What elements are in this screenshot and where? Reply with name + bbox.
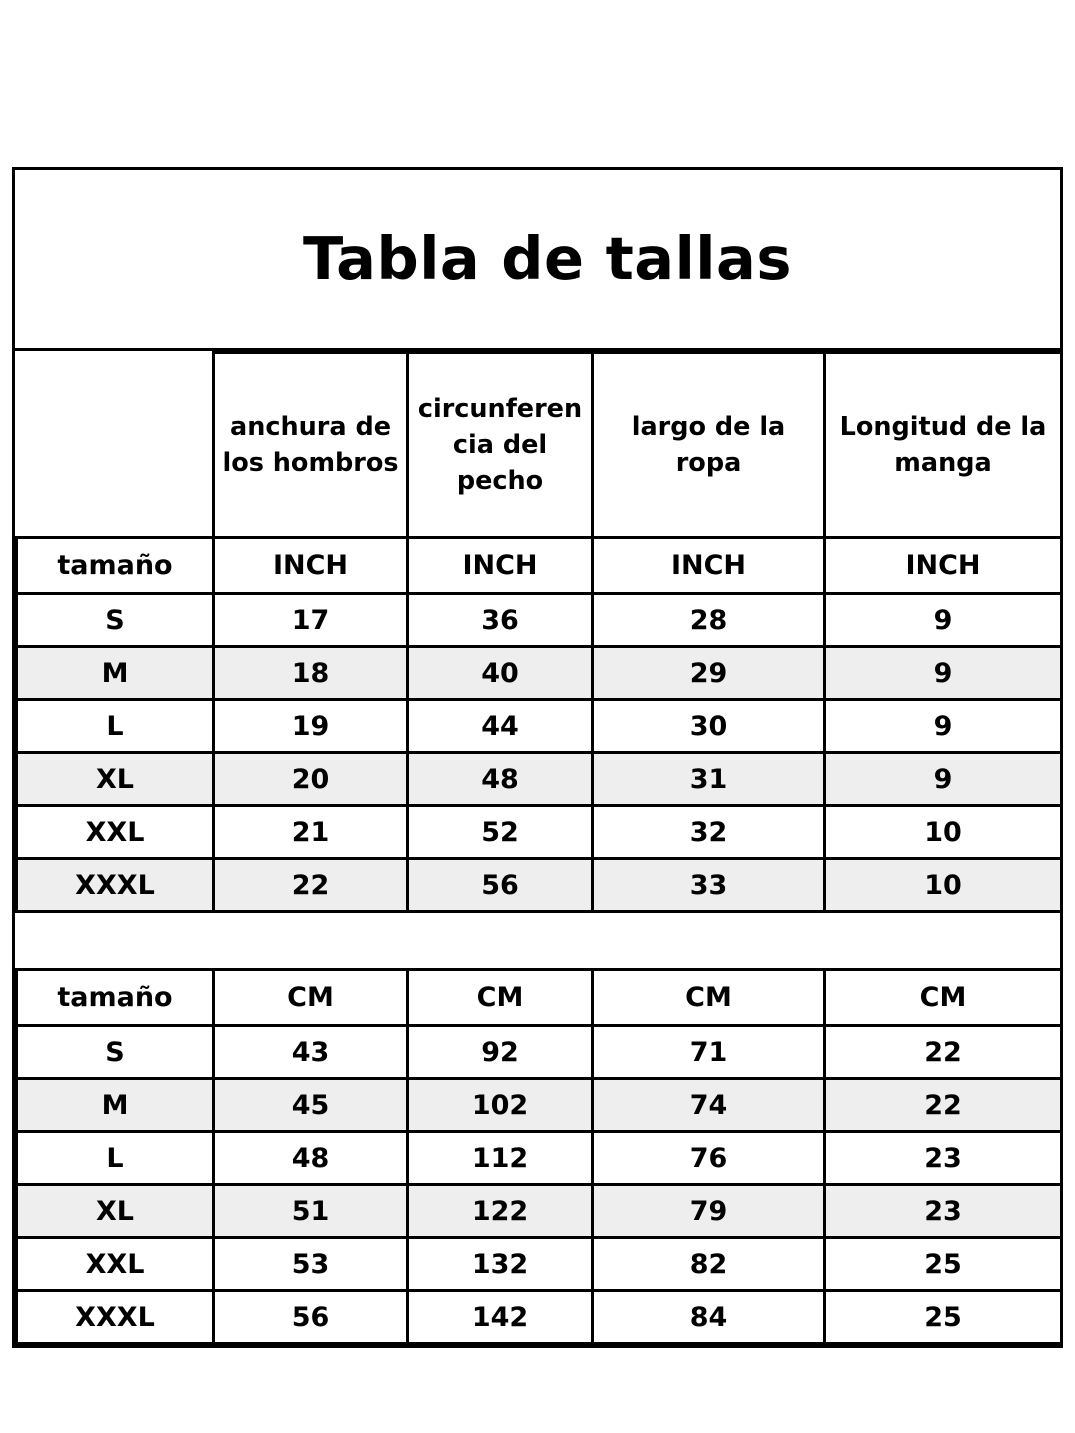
cell-length: 79 (593, 1185, 825, 1238)
cell-length: 32 (593, 806, 825, 859)
cell-chest: 48 (408, 753, 593, 806)
unit-inch-sleeve: INCH (825, 538, 1062, 594)
cell-chest: 132 (408, 1238, 593, 1291)
cell-sleeve: 10 (825, 859, 1062, 912)
cell-chest: 112 (408, 1132, 593, 1185)
cell-size: XL (17, 753, 214, 806)
table-row (17, 806, 1062, 859)
unit-inch-shoulder: INCH (214, 538, 408, 594)
cell-size: M (17, 1079, 214, 1132)
table-row (17, 1026, 1062, 1079)
cell-shoulder: 51 (214, 1185, 408, 1238)
table-row (17, 700, 1062, 753)
table-row (17, 1079, 1062, 1132)
cell-size: S (17, 1026, 214, 1079)
cm-section-table (15, 968, 1063, 1345)
cell-chest: 40 (408, 647, 593, 700)
cell-size: L (17, 1132, 214, 1185)
table-row (17, 753, 1062, 806)
cell-size: XXL (17, 1238, 214, 1291)
cell-sleeve: 22 (825, 1079, 1062, 1132)
cell-size: XXL (17, 806, 214, 859)
cell-shoulder: 53 (214, 1238, 408, 1291)
cell-shoulder: 56 (214, 1291, 408, 1344)
cell-size: L (17, 700, 214, 753)
cell-chest: 36 (408, 594, 593, 647)
table-row (17, 594, 1062, 647)
cell-shoulder: 20 (214, 753, 408, 806)
header-sleeve-length: Longitud de la manga (825, 353, 1062, 538)
cell-length: 71 (593, 1026, 825, 1079)
cell-size: M (17, 647, 214, 700)
header-garment-length: largo de la ropa (593, 353, 825, 538)
cell-chest: 52 (408, 806, 593, 859)
size-label-cm: tamaño (17, 970, 214, 1026)
cell-sleeve: 23 (825, 1185, 1062, 1238)
cell-chest: 142 (408, 1291, 593, 1344)
header-shoulder-width: anchura de los hombros (214, 353, 408, 538)
cell-sleeve: 9 (825, 647, 1062, 700)
cell-size: XXXL (17, 859, 214, 912)
cell-chest: 56 (408, 859, 593, 912)
cell-shoulder: 22 (214, 859, 408, 912)
cell-length: 33 (593, 859, 825, 912)
inch-unit-row (17, 538, 1062, 594)
unit-cm-length: CM (593, 970, 825, 1026)
unit-cm-shoulder: CM (214, 970, 408, 1026)
cell-chest: 102 (408, 1079, 593, 1132)
size-chart-card (12, 167, 1063, 1348)
cell-shoulder: 19 (214, 700, 408, 753)
cell-sleeve: 22 (825, 1026, 1062, 1079)
page-title: Tabla de tallas (303, 224, 792, 294)
cell-shoulder: 48 (214, 1132, 408, 1185)
cell-shoulder: 45 (214, 1079, 408, 1132)
title-row (15, 170, 1060, 351)
cell-sleeve: 23 (825, 1132, 1062, 1185)
cell-length: 74 (593, 1079, 825, 1132)
cell-length: 30 (593, 700, 825, 753)
table-row (17, 1132, 1062, 1185)
unit-cm-sleeve: CM (825, 970, 1062, 1026)
cell-sleeve: 9 (825, 594, 1062, 647)
cell-sleeve: 25 (825, 1238, 1062, 1291)
inch-section-table (15, 351, 1063, 913)
table-row (17, 1238, 1062, 1291)
cell-shoulder: 21 (214, 806, 408, 859)
measure-header-row (17, 353, 1062, 538)
table-row (17, 1185, 1062, 1238)
cell-chest: 92 (408, 1026, 593, 1079)
cell-chest: 44 (408, 700, 593, 753)
header-chest-circumference: circunferen cia del pecho (408, 353, 593, 538)
table-row (17, 859, 1062, 912)
cell-length: 82 (593, 1238, 825, 1291)
cell-length: 29 (593, 647, 825, 700)
cell-shoulder: 18 (214, 647, 408, 700)
unit-cm-chest: CM (408, 970, 593, 1026)
cm-unit-row (17, 970, 1062, 1026)
table-row (17, 647, 1062, 700)
unit-inch-chest: INCH (408, 538, 593, 594)
cell-chest: 122 (408, 1185, 593, 1238)
cell-length: 76 (593, 1132, 825, 1185)
size-label-inch: tamaño (17, 538, 214, 594)
table-row (17, 1291, 1062, 1344)
section-divider (15, 913, 1060, 968)
cell-size: XXXL (17, 1291, 214, 1344)
cell-sleeve: 10 (825, 806, 1062, 859)
cell-shoulder: 43 (214, 1026, 408, 1079)
cell-size: S (17, 594, 214, 647)
cell-size: XL (17, 1185, 214, 1238)
cell-shoulder: 17 (214, 594, 408, 647)
cell-length: 31 (593, 753, 825, 806)
cell-length: 28 (593, 594, 825, 647)
cell-sleeve: 25 (825, 1291, 1062, 1344)
header-corner-cell (17, 353, 214, 538)
cell-sleeve: 9 (825, 700, 1062, 753)
cell-length: 84 (593, 1291, 825, 1344)
cell-sleeve: 9 (825, 753, 1062, 806)
unit-inch-length: INCH (593, 538, 825, 594)
